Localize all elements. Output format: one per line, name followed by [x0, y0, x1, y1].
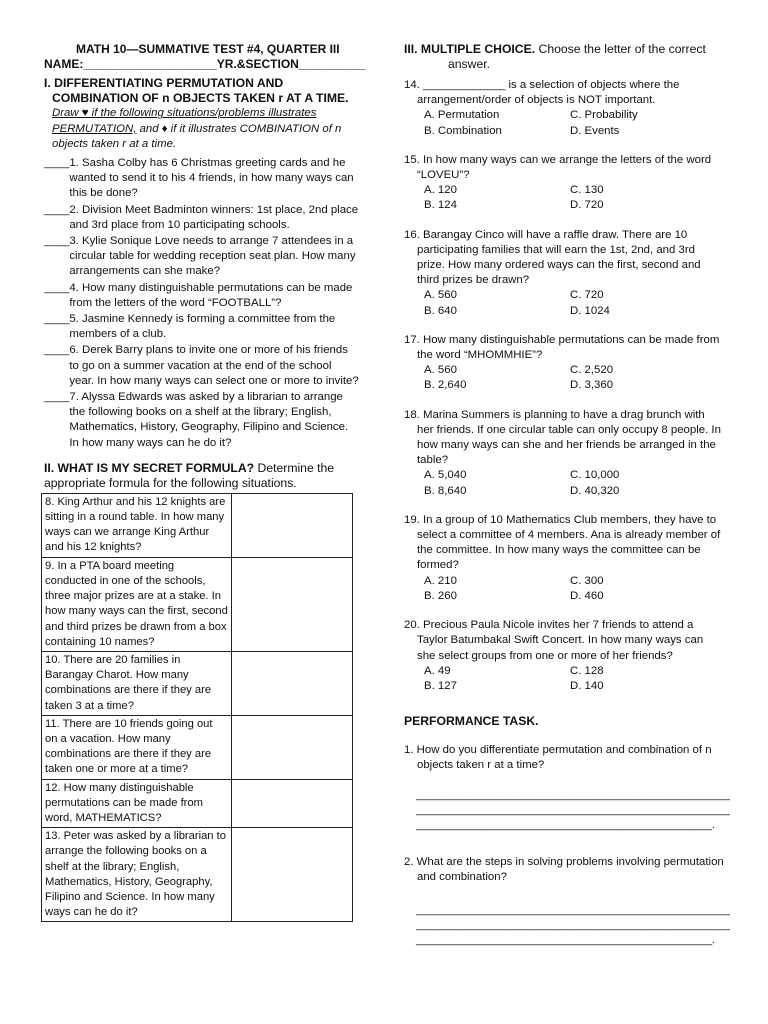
- option[interactable]: D. 3,360: [570, 379, 614, 392]
- table-cell-question: 10. There are 20 families in Barangay Charot. How many combinations are there if they are taken 3 at a time?: [42, 651, 232, 715]
- part1-items: [44, 156, 359, 451]
- option[interactable]: C. Probability: [570, 109, 638, 122]
- list-item: [44, 203, 359, 233]
- list-item: [44, 156, 359, 202]
- table-cell-question: 11. There are 10 friends going out on a vacation. How many combinations are there if they are taken one or more at a time?: [42, 715, 232, 779]
- table-cell-answer[interactable]: [232, 828, 353, 922]
- part3-heading: [404, 42, 724, 72]
- table-row: [42, 828, 353, 922]
- question-stem: 14. _____________ is a selection of objects where the arrangement/order of objects is NOT important.: [404, 79, 680, 107]
- item-text: 7. Alyssa Edwards was asked by a librarian to arrange the following books on a shelf at the library; English, Mathematics, History, Geography, Filipino and Science. In how many ways can he do it?: [69, 391, 349, 449]
- list-item: [44, 281, 359, 311]
- table-cell-answer[interactable]: [232, 651, 353, 715]
- option[interactable]: C. 10,000: [570, 469, 620, 482]
- mc-question: [404, 618, 724, 694]
- mc-question: [404, 408, 724, 499]
- question-stem: 16. Barangay Cinco will have a raffle draw. There are 10 participating families that will earn the 1st, 2nd, and 3rd prize. How many ordered ways can the first, second and third prizes be drawn?: [404, 228, 701, 287]
- option[interactable]: D. Events: [570, 124, 620, 137]
- instr-permutation: Draw ♥ if the following situations/problems illustrates PERMUTATION,: [52, 107, 317, 135]
- option[interactable]: A. 5,040: [424, 469, 467, 482]
- option[interactable]: D. 720: [570, 199, 604, 212]
- table-cell-answer[interactable]: [232, 779, 353, 828]
- option[interactable]: D. 460: [570, 589, 604, 602]
- option[interactable]: B. 8,640: [424, 484, 467, 497]
- answer-lines-2[interactable]: [416, 903, 730, 948]
- table-row: [42, 493, 353, 557]
- option[interactable]: B. 124: [424, 199, 457, 212]
- formula-table: [41, 493, 353, 922]
- answer-blank[interactable]: ____: [44, 203, 70, 216]
- option[interactable]: A. Permutation: [424, 109, 500, 122]
- list-item: [44, 312, 359, 342]
- option[interactable]: D. 1024: [570, 304, 610, 317]
- part3-heading-bold: III. MULTIPLE CHOICE.: [404, 42, 536, 56]
- option[interactable]: B. 2,640: [424, 379, 467, 392]
- answer-blank[interactable]: ____: [44, 313, 70, 326]
- option[interactable]: C. 2,520: [570, 364, 614, 377]
- answer-blank[interactable]: ____: [44, 391, 70, 404]
- mc-question: [404, 153, 724, 214]
- table-cell-answer[interactable]: [232, 493, 353, 557]
- question-stem: 20. Precious Paula Nicole invites her 7 friends to attend a Taylor Batumbakal Swift Concert. In how many ways can she select groups from one or more of her friends?: [404, 619, 704, 662]
- option[interactable]: B. 260: [424, 589, 457, 602]
- option[interactable]: B. Combination: [424, 124, 502, 137]
- option[interactable]: C. 130: [570, 184, 604, 197]
- options: [424, 664, 724, 694]
- list-item: [44, 234, 359, 280]
- option[interactable]: D. 40,320: [570, 484, 620, 497]
- option[interactable]: C. 720: [570, 289, 604, 302]
- instr-combination: and ♦ if it illustrates COMBINATION of n objects taken r at a time.: [52, 122, 342, 150]
- part2-heading-rest: Determine the appropriate formula for the following situations.: [44, 460, 335, 490]
- answer-blank[interactable]: ____: [44, 157, 70, 170]
- part1-section: [44, 76, 359, 450]
- question-stem: 19. In a group of 10 Mathematics Club members, they have to select a committee of 4 members. Ana is already member of the committee. In how many ways the committee can be formed?: [404, 513, 721, 572]
- item-text: 5. Jasmine Kennedy is forming a committee from the members of a club.: [69, 313, 336, 341]
- answer-line[interactable]: __________________________________________________.: [416, 818, 715, 831]
- table-row: [42, 651, 353, 715]
- option[interactable]: A. 210: [424, 574, 457, 587]
- options: [424, 183, 724, 213]
- part2-heading-bold: II. WHAT IS MY SECRET FORMULA?: [44, 460, 255, 475]
- list-item: [44, 390, 359, 451]
- right-column: [404, 42, 730, 948]
- table-cell-question: 13. Peter was asked by a librarian to arrange the following books on a shelf at the library; English, Mathematics, History, Geography, Filipino and Science. In how many ways can he do it?: [42, 828, 232, 922]
- part1-heading-2: COMBINATION OF n OBJECTS TAKEN r AT A TIME.: [52, 91, 349, 106]
- performance-question-1: 1. How do you differentiate permutation and combination of n objects taken r at a time?: [404, 744, 712, 772]
- options: [424, 574, 724, 604]
- performance-heading: PERFORMANCE TASK.: [404, 714, 539, 729]
- item-text: 2. Division Meet Badminton winners: 1st place, 2nd place and 3rd place from 10 participating schools.: [69, 203, 359, 231]
- item-text: 4. How many distinguishable permutations can be made from the letters of the word “FOOTBALL”?: [69, 281, 353, 309]
- item-text: 1. Sasha Colby has 6 Christmas greeting cards and he wanted to send it to his 4 friends, in how many ways can this be done?: [69, 157, 354, 200]
- table-row: [42, 557, 353, 651]
- table-cell-question: 9. In a PTA board meeting conducted in one of the schools, three major prizes are at a stake. In how many ways can the first, second and third prizes be drawn from a box containing 10 names?: [42, 557, 232, 651]
- answer-line[interactable]: _____________________________________________________: [416, 788, 730, 801]
- option[interactable]: B. 127: [424, 679, 457, 692]
- option[interactable]: A. 49: [424, 664, 451, 677]
- table-row: [42, 715, 353, 779]
- answer-line[interactable]: _____________________________________________________: [416, 803, 730, 816]
- test-title: MATH 10—SUMMATIVE TEST #4, QUARTER III: [76, 42, 340, 56]
- option[interactable]: A. 560: [424, 289, 457, 302]
- left-column: [44, 42, 366, 922]
- options: [424, 468, 724, 498]
- table-row: [42, 779, 353, 828]
- answer-line[interactable]: _____________________________________________________: [416, 918, 730, 931]
- list-item: [44, 343, 359, 389]
- table-cell-answer[interactable]: [232, 715, 353, 779]
- part2-section: [44, 461, 359, 922]
- answer-blank[interactable]: ____: [44, 281, 70, 294]
- performance-question-2: 2. What are the steps in solving problems involving permutation and combination?: [404, 855, 724, 883]
- answer-lines-1[interactable]: [416, 788, 730, 833]
- item-text: 6. Derek Barry plans to invite one or more of his friends to go on a summer vacation at the end of the school year. In how many ways can select one or more to invite?: [69, 344, 359, 387]
- options: [424, 108, 724, 138]
- option[interactable]: B. 640: [424, 304, 457, 317]
- item-text: 3. Kylie Sonique Love needs to arrange 7 attendees in a circular table for wedding reception seat plan. How many arrangements can she make?: [69, 235, 356, 278]
- option[interactable]: C. 300: [570, 574, 604, 587]
- part3-heading-rest: Choose the letter of the correct answer.: [448, 42, 706, 71]
- options: [424, 288, 724, 318]
- part1-instructions: [52, 106, 359, 152]
- answer-blank[interactable]: ____: [44, 344, 70, 357]
- option[interactable]: A. 560: [424, 364, 457, 377]
- mc-question: [404, 333, 724, 394]
- mc-question: [404, 228, 724, 319]
- answer-blank[interactable]: ____: [44, 235, 70, 248]
- part2-heading: [44, 461, 359, 491]
- option[interactable]: A. 120: [424, 184, 457, 197]
- part1-heading-1: I. DIFFERENTIATING PERMUTATION AND: [44, 76, 284, 91]
- question-stem: 18. Marina Summers is planning to have a drag brunch with her friends. If one circular table can only occupy 8 people. In how many ways can she and her friends be arranged in the table?: [404, 408, 721, 467]
- table-cell-question: 8. King Arthur and his 12 knights are sitting in a round table. In how many ways can we arrange King Arthur and his 12 knights?: [42, 493, 232, 557]
- name-section-line: NAME:____________________YR.&SECTION__________: [44, 57, 366, 72]
- answer-line[interactable]: _____________________________________________________: [416, 903, 730, 916]
- mc-question: [404, 78, 724, 139]
- question-stem: 15. In how many ways can we arrange the letters of the word “LOVEU”?: [404, 153, 712, 182]
- options: [424, 363, 724, 393]
- mc-question: [404, 513, 724, 604]
- table-cell-answer[interactable]: [232, 557, 353, 651]
- answer-line[interactable]: __________________________________________________.: [416, 933, 715, 946]
- question-stem: 17. How many distinguishable permutations can be made from the word “MHOMMHIE”?: [404, 333, 720, 362]
- option[interactable]: C. 128: [570, 664, 604, 677]
- table-cell-question: 12. How many distinguishable permutations can be made from word, MATHEMATICS?: [42, 779, 232, 828]
- option[interactable]: D. 140: [570, 679, 604, 692]
